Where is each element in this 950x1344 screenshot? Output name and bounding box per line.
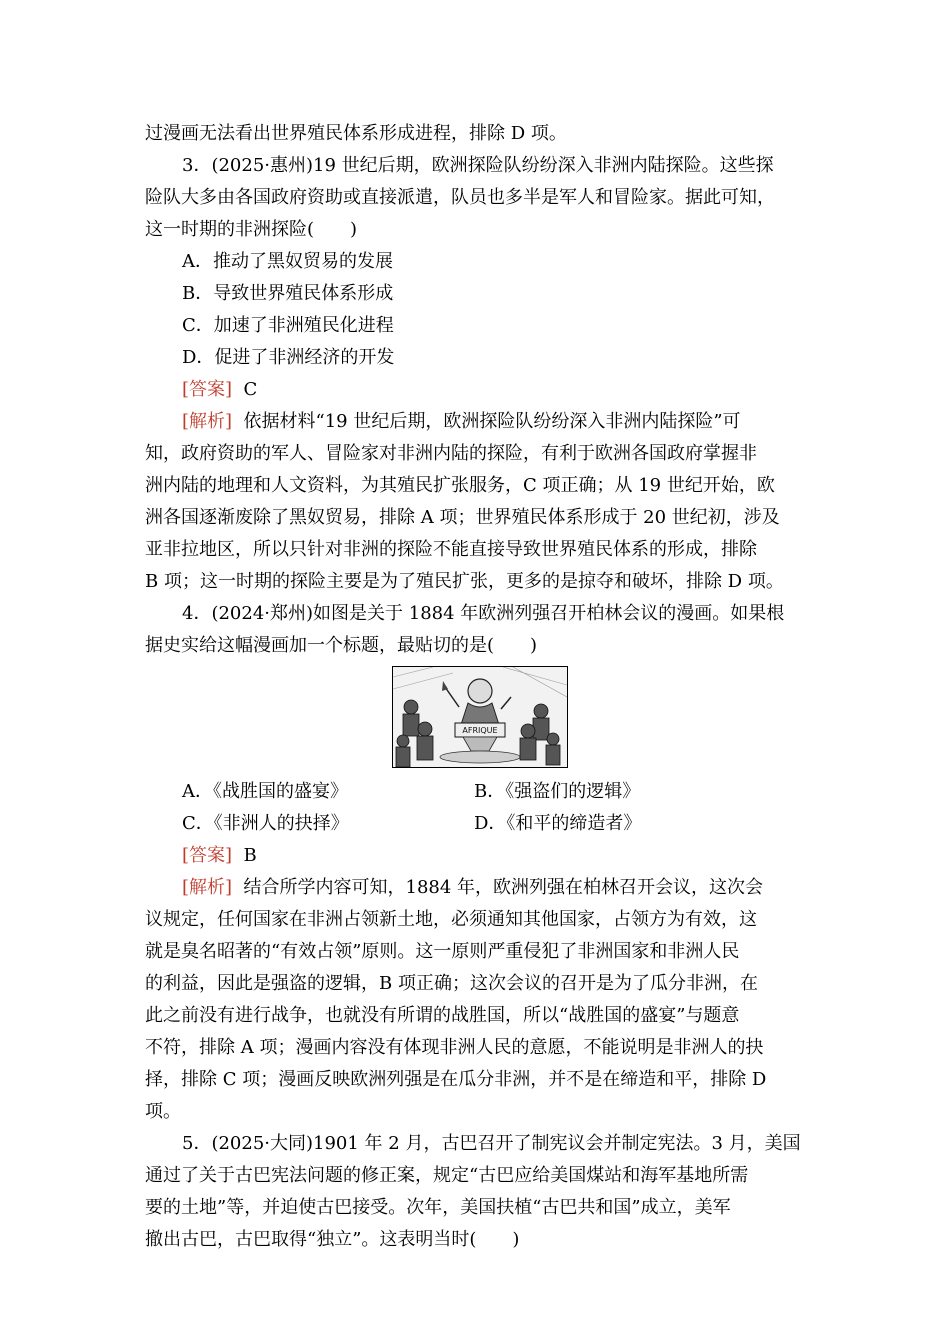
q3-option-c: C．加速了非洲殖民化进程 — [182, 315, 394, 336]
q4-answer-value: B — [243, 845, 257, 866]
q3-analysis-line-6: B 项；这一时期的探险主要是为了殖民扩张，更多的是掠夺和破坏，排除 D 项。 — [145, 571, 784, 592]
q3-answer — [145, 374, 815, 406]
q3-option-b: B．导致世界殖民体系形成 — [182, 283, 394, 304]
q3-stem-line-1: 3．(2025·惠州)19 世纪后期，欧洲探险队纷纷深入非洲内陆探险。这些探 — [182, 155, 774, 176]
q4-analysis-line-3: 就是臭名昭著的“有效占领”原则。这一原则严重侵犯了非洲国家和非洲人民 — [145, 941, 740, 962]
cartoon-label: AFRIQUE — [462, 726, 498, 735]
carryover-line: 过漫画无法看出世界殖民体系形成进程，排除 D 项。 — [145, 123, 567, 144]
q4-analysis-tag: [解析] — [182, 877, 233, 898]
q4-option-d: D．《和平的缔造者》 — [474, 813, 642, 834]
q4-analysis-line-4: 的利益，因此是强盗的逻辑，B 项正确；这次会议的召开是为了瓜分非洲，在 — [145, 973, 758, 994]
q4-option-c: C．《非洲人的抉择》 — [182, 813, 349, 834]
q4-stem-line-1: 4．(2024·郑州)如图是关于 1884 年欧洲列强召开柏林会议的漫画。如果根 — [182, 603, 785, 624]
q3-option-d: D．促进了非洲经济的开发 — [182, 347, 395, 368]
q5-stem-line-3: 要的土地”等，并迫使古巴接受。次年，美国扶植“古巴共和国”成立，美军 — [145, 1197, 731, 1218]
q3-analysis-line-1 — [145, 406, 815, 438]
q4-option-b: B．《强盗们的逻辑》 — [474, 781, 641, 802]
cartoon-illustration — [393, 667, 567, 767]
berlin-conference-cartoon — [392, 666, 568, 768]
document-page — [145, 118, 815, 1256]
q3-option-a: A．推动了黑奴贸易的发展 — [182, 251, 393, 272]
q4-analysis-line-2: 议规定，任何国家在非洲占领新土地，必须通知其他国家，占领方为有效，这 — [145, 909, 757, 930]
q3-analysis-line-3: 洲内陆的地理和人文资料，为其殖民扩张服务，C 项正确；从 19 世纪开始，欧 — [145, 475, 775, 496]
q4-options-row-2 — [145, 808, 815, 840]
q4-analysis-text: 结合所学内容可知，1884 年，欧洲列强在柏林召开会议，这次会 — [243, 877, 764, 898]
q5-stem-line-1: 5．(2025·大同)1901 年 2 月，古巴召开了制宪议会并制定宪法。3 月，美国 — [182, 1133, 801, 1154]
q4-analysis-line-7: 择，排除 C 项；漫画反映欧洲列强是在瓜分非洲，并不是在缔造和平，排除 D — [145, 1069, 767, 1090]
q4-option-a: A．《战胜国的盛宴》 — [182, 781, 348, 802]
q3-analysis-text: 依据材料“19 世纪后期，欧洲探险队纷纷深入非洲内陆探险”可 — [243, 411, 741, 432]
q4-answer-tag: [答案] — [182, 845, 233, 866]
q4-answer — [145, 840, 815, 872]
q4-analysis-line-8: 项。 — [145, 1101, 181, 1122]
q3-analysis-line-2: 知，政府资助的军人、冒险家对非洲内陆的探险，有利于欧洲各国政府掌握非 — [145, 443, 757, 464]
q3-answer-tag: [答案] — [182, 379, 233, 400]
q4-analysis-line-6: 不符，排除 A 项；漫画内容没有体现非洲人民的意愿，不能说明是非洲人的抉 — [145, 1037, 764, 1058]
q3-stem-line-3: 这一时期的非洲探险( ) — [145, 219, 358, 240]
q5-stem-line-4: 撤出古巴，古巴取得“独立”。这表明当时( ) — [145, 1229, 520, 1250]
cartoon-figure — [145, 666, 815, 768]
q3-analysis-line-5: 亚非拉地区，所以只针对非洲的探险不能直接导致世界殖民体系的形成，排除 — [145, 539, 757, 560]
q3-stem-line-2: 险队大多由各国政府资助或直接派遣，队员也多半是军人和冒险家。据此可知， — [145, 187, 775, 208]
q4-options-row-1 — [145, 776, 815, 808]
q5-stem-line-2: 通过了关于古巴宪法问题的修正案，规定“古巴应给美国煤站和海军基地所需 — [145, 1165, 749, 1186]
q4-stem-line-2: 据史实给这幅漫画加一个标题，最贴切的是( ) — [145, 635, 538, 656]
q3-analysis-tag: [解析] — [182, 411, 233, 432]
q4-analysis-line-1 — [145, 872, 815, 904]
q4-analysis-line-5: 此之前没有进行战争，也就没有所谓的战胜国，所以“战胜国的盛宴”与题意 — [145, 1005, 740, 1026]
q3-answer-value: C — [243, 379, 258, 400]
q3-analysis-line-4: 洲各国逐渐废除了黑奴贸易，排除 A 项；世界殖民体系形成于 20 世纪初，涉及 — [145, 507, 780, 528]
